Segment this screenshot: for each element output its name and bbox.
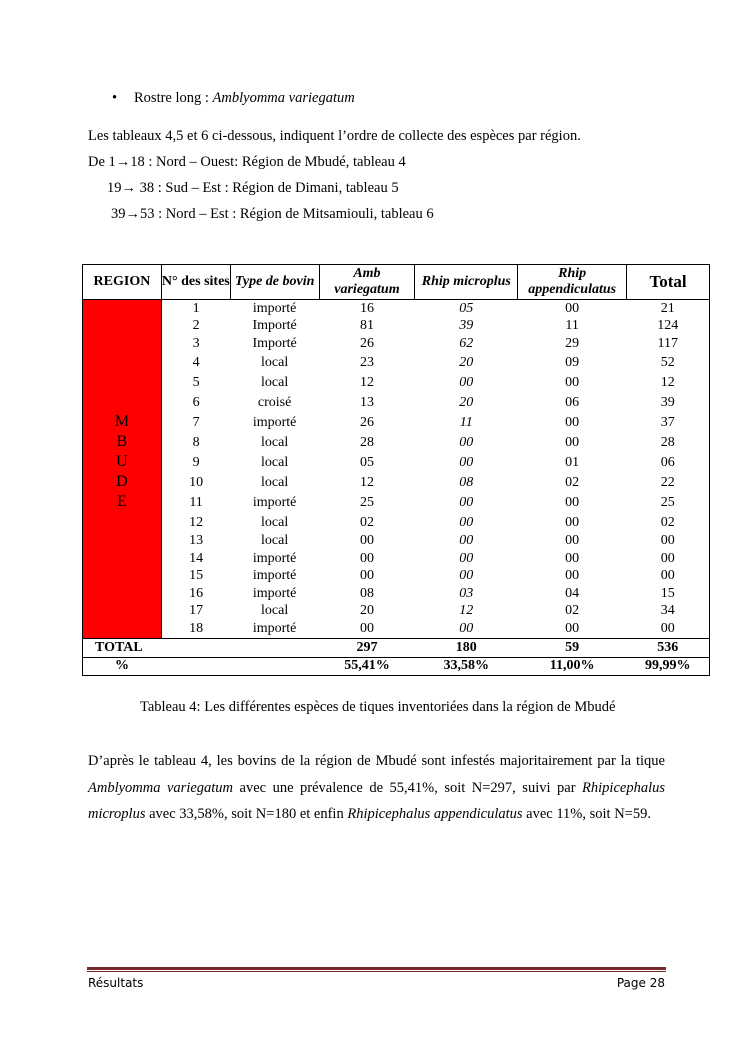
site-number: 5 (192, 374, 200, 390)
amb-count: 08 (359, 585, 374, 601)
rhip-appendiculatus-count: 00 (565, 620, 580, 636)
rhip-microplus-count: 00 (459, 568, 474, 584)
rhip-appendiculatus-count: 00 (565, 414, 580, 430)
rhip-appendiculatus-count: 11 (565, 318, 579, 334)
row-total: 00 (627, 550, 710, 568)
table-row (83, 300, 710, 318)
amb-count: 02 (359, 514, 374, 530)
site-number: 12 (189, 514, 204, 530)
results-paragraph (88, 748, 665, 828)
region-letter: M (114, 412, 130, 430)
table-row (83, 353, 710, 373)
amb-count: 23 (359, 354, 374, 370)
table-row (83, 453, 710, 473)
header-sites: N° des sites (161, 265, 230, 300)
rhip-appendiculatus-count: 00 (565, 300, 580, 316)
row-total: 39 (627, 393, 710, 413)
amb-count: 26 (359, 335, 374, 351)
rhip-microplus-count: 03 (459, 585, 474, 601)
amb-count: 12 (359, 374, 374, 390)
table-row (83, 585, 710, 603)
percent-label: % (83, 657, 162, 675)
table-caption: Tableau 4: Les différentes espèces de tiques inventoriées dans la région de Mbudé (140, 699, 616, 715)
bovin-type: importé (252, 568, 297, 584)
bullet-label: Rostre long : (134, 90, 213, 106)
amb-count: 28 (359, 434, 374, 450)
rhip-appendiculatus-count: 00 (565, 568, 580, 584)
site-number: 18 (189, 620, 204, 636)
bovin-type: importé (252, 414, 297, 430)
row-total: 06 (627, 453, 710, 473)
site-number: 10 (189, 474, 204, 490)
bovin-type: importé (252, 620, 297, 636)
paragraph-text-1: D’après le tableau 4, les bovins de la région de Mbudé sont infestés majoritairement par la tique (88, 753, 665, 769)
table-row (83, 393, 710, 413)
table-row (83, 513, 710, 533)
row-total: 34 (627, 603, 710, 621)
bullet-species: Amblyomma variegatum (212, 90, 355, 106)
rhip-microplus-count: 00 (459, 550, 474, 566)
region-letter: D (116, 472, 128, 490)
rhip-appendiculatus-count: 00 (565, 533, 580, 549)
rhip-appendiculatus-count: 01 (565, 454, 580, 470)
header-region: REGION (83, 265, 162, 300)
site-number: 6 (192, 394, 200, 410)
row-total: 22 (627, 473, 710, 493)
amb-count: 81 (359, 318, 374, 334)
row-total: 21 (627, 300, 710, 318)
rhip-microplus-count: 62 (459, 335, 474, 351)
rhip-microplus-count: 20 (459, 354, 474, 370)
bovin-type: local (261, 434, 289, 450)
rhip-microplus-count: 00 (459, 434, 474, 450)
header-rhip-appendiculatus: Rhip appendiculatus (518, 265, 627, 300)
bovin-type: local (261, 533, 289, 549)
region-cell-mbude (83, 300, 162, 639)
bovin-type: importé (252, 300, 297, 316)
paragraph-text-3: avec 33,58%, soit N=180 et enfin (145, 806, 348, 822)
row-total: 00 (627, 620, 710, 638)
row-total: 15 (627, 585, 710, 603)
table-row (83, 620, 710, 638)
row-total: 00 (627, 533, 710, 551)
site-number: 4 (192, 354, 200, 370)
site-number: 3 (192, 335, 200, 351)
rhip-microplus-count: 39 (459, 318, 474, 334)
region-letter: B (116, 432, 128, 450)
total-amb: 297 (319, 638, 415, 657)
rhip-microplus-count: 00 (459, 533, 474, 549)
rhip-microplus-count: 00 (459, 374, 474, 390)
species-amblyomma: Amblyomma variegatum (88, 779, 234, 796)
table-row (83, 533, 710, 551)
bovin-type: croisé (257, 394, 292, 410)
bovin-type: importé (252, 550, 297, 566)
row-total: 117 (627, 335, 710, 353)
footer-rule (87, 967, 666, 970)
bullet-dot: • (112, 90, 118, 106)
site-number: 7 (192, 414, 200, 430)
bovin-type: Importé (252, 335, 297, 351)
table-row (83, 318, 710, 336)
amb-count: 05 (359, 454, 374, 470)
percent-amb: 55,41% (319, 657, 415, 675)
bovin-type: local (261, 454, 289, 470)
site-number: 1 (192, 300, 200, 316)
table-row (83, 473, 710, 493)
bullet-item (112, 90, 355, 107)
footer-section: Résultats (88, 976, 144, 990)
species-table (82, 264, 710, 676)
region-letter: U (116, 452, 128, 470)
rhip-microplus-count: 11 (459, 414, 473, 430)
site-number: 13 (189, 533, 204, 549)
amb-count: 26 (359, 414, 374, 430)
rhip-appendiculatus-count: 00 (565, 434, 580, 450)
species-rhip-microplus: Rhipicephalus microplus (88, 779, 665, 822)
amb-count: 00 (359, 550, 374, 566)
region-letter: E (117, 492, 127, 510)
table-header-row (83, 265, 710, 300)
rhip-appendiculatus-count: 06 (565, 394, 580, 410)
row-total: 00 (627, 568, 710, 586)
total-rhip-appendiculatus: 59 (518, 638, 627, 657)
rhip-appendiculatus-count: 02 (565, 474, 580, 490)
header-amb: Amb variegatum (319, 265, 415, 300)
rhip-microplus-count: 12 (459, 603, 474, 619)
header-type: Type de bovin (230, 265, 319, 300)
bovin-type: local (261, 474, 289, 490)
site-number: 16 (189, 585, 204, 601)
paragraph-text-2: avec une prévalence de 55,41%, soit N=297, suivi par (233, 779, 583, 796)
row-total: 124 (627, 318, 710, 336)
table-row (83, 568, 710, 586)
rhip-microplus-count: 05 (459, 300, 474, 316)
total-total: 536 (627, 638, 710, 657)
intro-line-4: 39→53 : Nord – Est : Région de Mitsamiouli, tableau 6 (111, 206, 434, 222)
rhip-appendiculatus-count: 02 (565, 603, 580, 619)
amb-count: 16 (359, 300, 374, 316)
rhip-appendiculatus-count: 04 (565, 585, 580, 601)
total-label: TOTAL (83, 638, 162, 657)
amb-count: 20 (359, 603, 374, 619)
rhip-appendiculatus-count: 00 (565, 494, 580, 510)
table-row (83, 550, 710, 568)
table-row (83, 433, 710, 453)
site-number: 15 (189, 568, 204, 584)
amb-count: 12 (359, 474, 374, 490)
intro-line-3: 19→ 38 : Sud – Est : Région de Dimani, tableau 5 (107, 180, 399, 196)
bovin-type: Importé (252, 318, 297, 334)
amb-count: 13 (359, 394, 374, 410)
bovin-type: importé (252, 585, 297, 601)
species-rhip-appendiculatus: Rhipicephalus appendiculatus (347, 806, 523, 822)
site-number: 9 (192, 454, 200, 470)
bovin-type: local (261, 374, 289, 390)
percent-total: 99,99% (627, 657, 710, 675)
intro-line-1: Les tableaux 4,5 et 6 ci-dessous, indiquent l’ordre de collecte des espèces par région. (88, 128, 581, 144)
row-total: 12 (627, 373, 710, 393)
amb-count: 25 (359, 494, 374, 510)
rhip-appendiculatus-count: 09 (565, 354, 580, 370)
percent-rhip-appendiculatus: 11,00% (518, 657, 627, 675)
percent-row (83, 657, 710, 675)
table-row (83, 493, 710, 513)
row-total: 28 (627, 433, 710, 453)
site-number: 2 (192, 318, 200, 334)
bovin-type: local (261, 514, 289, 530)
footer-rule-thin (87, 971, 666, 972)
amb-count: 00 (359, 620, 374, 636)
rhip-microplus-count: 00 (459, 454, 474, 470)
row-total: 02 (627, 513, 710, 533)
rhip-appendiculatus-count: 29 (565, 335, 580, 351)
header-total: Total (627, 265, 710, 300)
row-total: 37 (627, 413, 710, 433)
rhip-microplus-count: 08 (459, 474, 474, 490)
rhip-microplus-count: 20 (459, 394, 474, 410)
rhip-microplus-count: 00 (459, 620, 474, 636)
rhip-appendiculatus-count: 00 (565, 374, 580, 390)
row-total: 25 (627, 493, 710, 513)
paragraph-text-4: avec 11%, soit N=59. (522, 806, 651, 822)
rhip-appendiculatus-count: 00 (565, 550, 580, 566)
rhip-microplus-count: 00 (459, 494, 474, 510)
amb-count: 00 (359, 568, 374, 584)
table-body (83, 300, 710, 676)
table-row (83, 413, 710, 433)
footer-page-number: Page 28 (616, 976, 665, 990)
intro-line-2: De 1→18 : Nord – Ouest: Région de Mbudé, tableau 4 (88, 154, 406, 170)
site-number: 14 (189, 550, 204, 566)
total-row (83, 638, 710, 657)
percent-rhip-microplus: 33,58% (415, 657, 518, 675)
rhip-microplus-count: 00 (459, 514, 474, 530)
total-rhip-microplus: 180 (415, 638, 518, 657)
bovin-type: local (261, 354, 289, 370)
site-number: 17 (189, 603, 204, 619)
rhip-appendiculatus-count: 00 (565, 514, 580, 530)
amb-count: 00 (359, 533, 374, 549)
table-row (83, 603, 710, 621)
site-number: 8 (192, 434, 200, 450)
bovin-type: local (261, 603, 289, 619)
bovin-type: importé (252, 494, 297, 510)
table-row (83, 335, 710, 353)
site-number: 11 (189, 494, 203, 510)
table-row (83, 373, 710, 393)
row-total: 52 (627, 353, 710, 373)
header-rhip-microplus: Rhip microplus (415, 265, 518, 300)
